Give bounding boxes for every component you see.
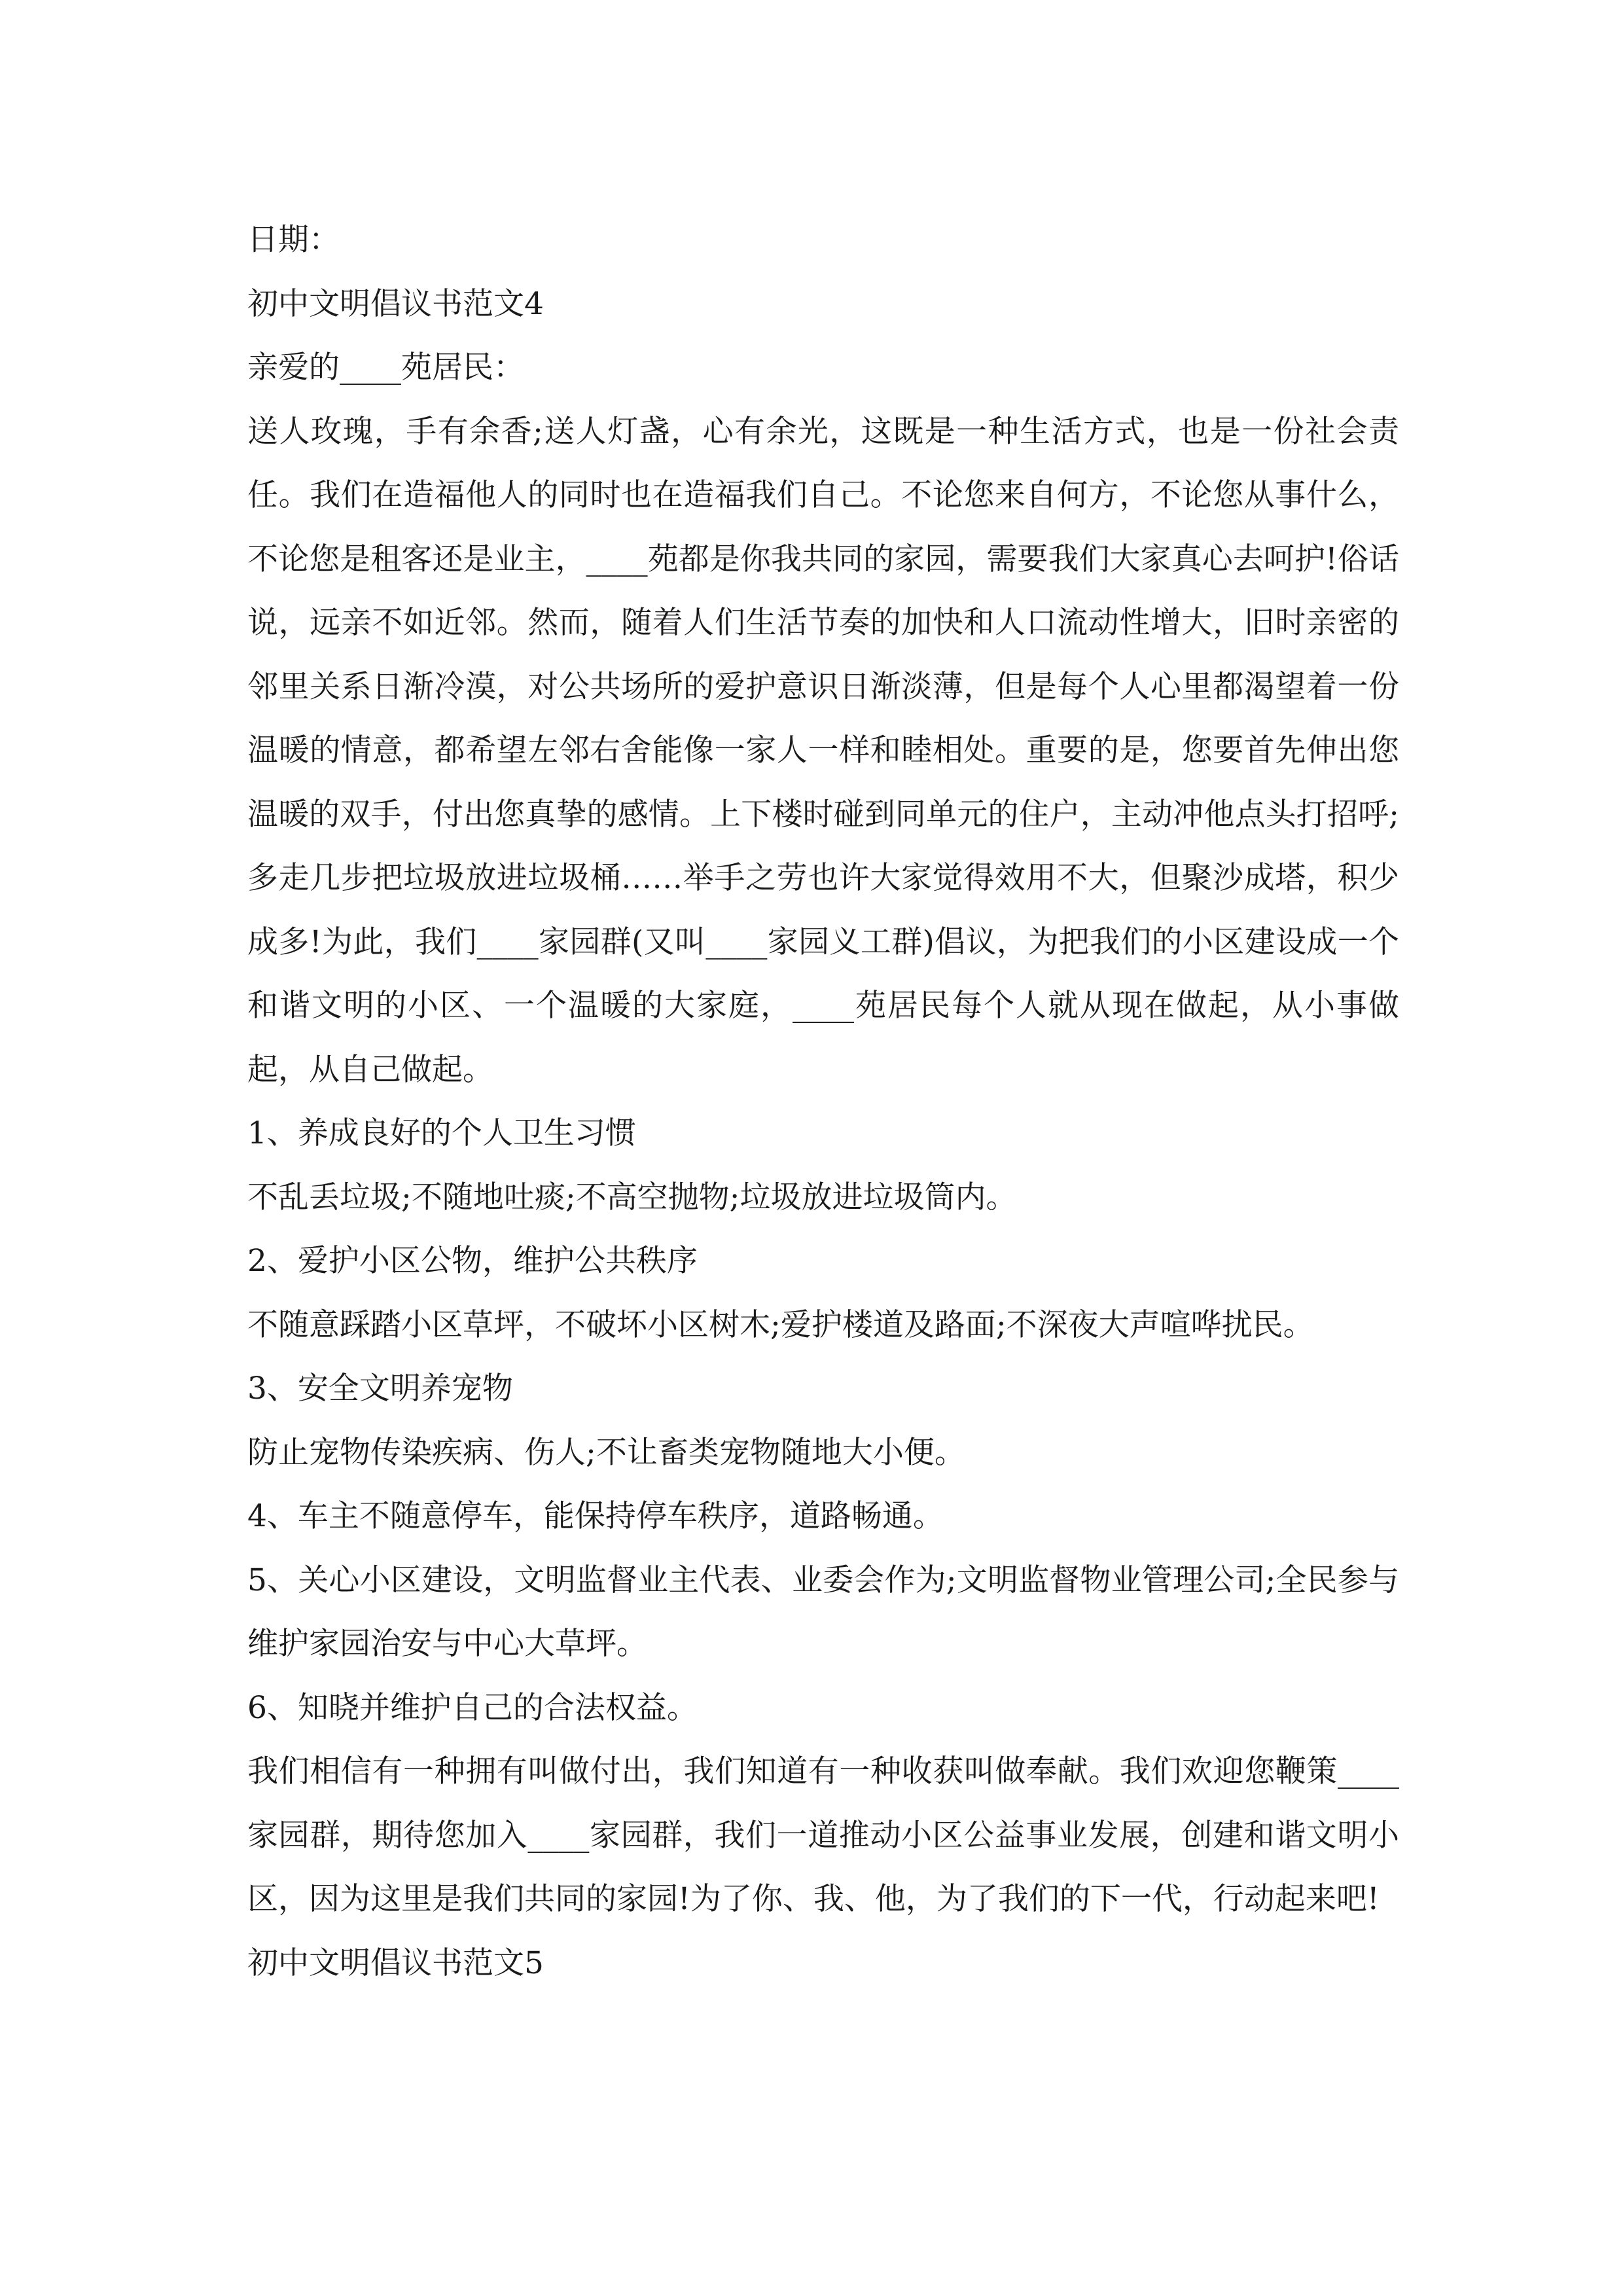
document-body: [247, 208, 1399, 1995]
intro-paragraph: 送人玫瑰，手有余香;送人灯盏，心有余光，这既是一种生活方式，也是一份社会责任。我们在造福他人的同时也在造福我们自己。不论您来自何方，不论您从事什么，不论您是租客还是业主，____苑都是你我共同的家园，需要我们大家真心去呵护!俗话说，远亲不如近邻。然而，随着人们生活节奏的加快和人口流动性增大，旧时亲密的邻里关系日渐冷漠，对公共场所的爱护意识日渐淡薄，但是每个人心里都渴望着一份温暖的情意，都希望左邻右舍能像一家人一样和睦相处。重要的是，您要首先伸出您温暖的双手，付出您真挚的感情。上下楼时碰到同单元的住户，主动冲他点头打招呼;多走几步把垃圾放进垃圾桶……举手之劳也许大家觉得效用不大，但聚沙成塔，积少成多!为此，我们____家园群(又叫____家园义工群)倡议，为把我们的小区建设成一个和谐文明的小区、一个温暖的大家庭，____苑居民每个人就从现在做起，从小事做起，从自己做起。: [247, 413, 1399, 1088]
list-item-4: 4、车主不随意停车，能保持停车秩序，道路畅通。: [247, 1498, 944, 1534]
list-item-1-heading: 1、养成良好的个人卫生习惯: [247, 1115, 636, 1151]
list-item-3-detail: 防止宠物传染疾病、伤人;不让畜类宠物随地大小便。: [247, 1434, 965, 1471]
list-item-2-detail: 不随意踩踏小区草坪，不破坏小区树木;爱护楼道及路面;不深夜大声喧哗扰民。: [247, 1306, 1314, 1343]
salutation: 亲爱的____苑居民：: [247, 350, 524, 386]
list-item-6: 6、知晓并维护自己的合法权益。: [247, 1689, 698, 1726]
date-label: 日期：: [247, 222, 340, 258]
closing-paragraph: 我们相信有一种拥有叫做付出，我们知道有一种收获叫做奉献。我们欢迎您鞭策____家园群，期待您加入____家园群，我们一道推动小区公益事业发展，创建和谐文明小区，因为这里是我们共同的家园!为了你、我、他，为了我们的下一代，行动起来吧!: [247, 1753, 1399, 1917]
list-item-2-heading: 2、爱护小区公物，维护公共秩序: [247, 1243, 698, 1279]
section-title-5: 初中文明倡议书范文5: [247, 1945, 544, 1981]
list-item-5: 5、关心小区建设，文明监督业主代表、业委会作为;文明监督物业管理公司;全民参与维护家园治安与中心大草坪。: [247, 1562, 1399, 1662]
section-title-4: 初中文明倡议书范文4: [247, 285, 544, 322]
list-item-1-detail: 不乱丢垃圾;不随地吐痰;不高空抛物;垃圾放进垃圾筒内。: [247, 1179, 1017, 1215]
list-item-3-heading: 3、安全文明养宠物: [247, 1371, 513, 1407]
